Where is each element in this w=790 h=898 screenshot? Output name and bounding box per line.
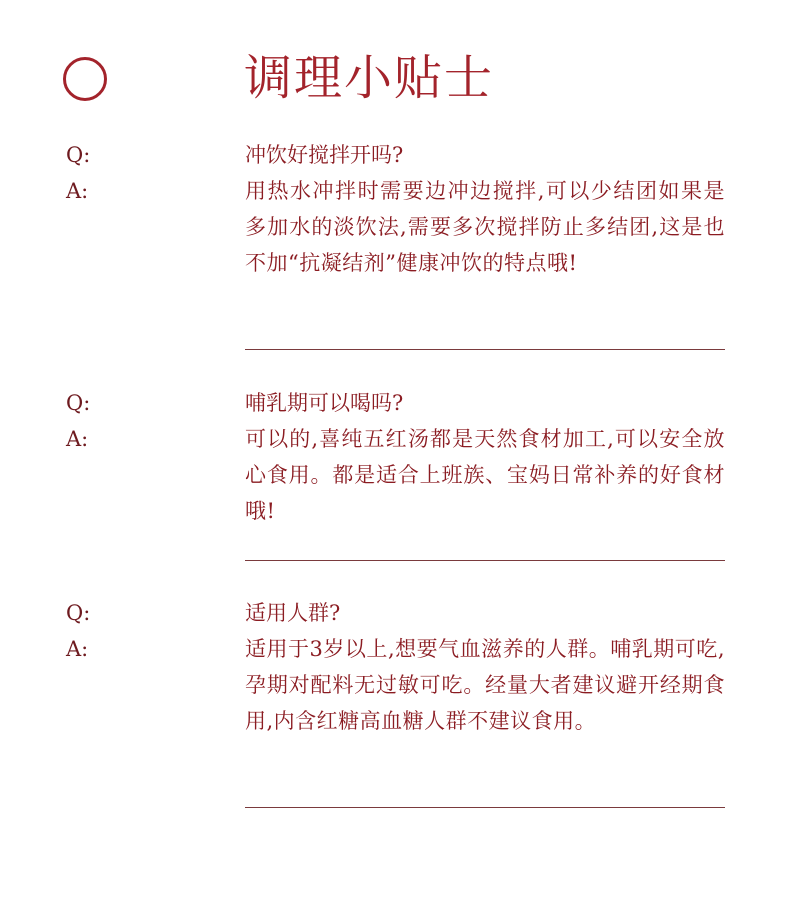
circle-icon [63,57,107,101]
answer-text: 适用于3岁以上,想要气血滋养的人群。哺乳期可吃,孕期对配料无过敏可吃。经量大者建议避开经期食用,内含红糖高血糖人群不建议食用。 [245,637,725,733]
answer-text: 用热水冲拌时需要边冲边搅拌,可以少结团如果是多加水的淡饮法,需要多次搅拌防止多结团,这是也不加“抗凝结剂”健康冲饮的特点哦! [245,179,725,275]
page-title: 调理小贴士 [244,50,495,106]
answer-label: A: [66,427,89,451]
question-label: Q: [66,143,91,167]
answer-label: A: [66,637,89,661]
question-label: Q: [66,391,91,415]
answer-text: 可以的,喜纯五红汤都是天然食材加工,可以安全放心食用。都是适合上班族、宝妈日常补养的好食材哦! [245,427,725,523]
answer-label: A: [66,179,89,203]
question-text: 哺乳期可以喝吗? [245,391,404,415]
divider [245,560,725,561]
divider [245,349,725,350]
question-text: 适用人群? [245,601,341,625]
question-text: 冲饮好搅拌开吗? [245,143,404,167]
question-label: Q: [66,601,91,625]
divider [245,807,725,808]
